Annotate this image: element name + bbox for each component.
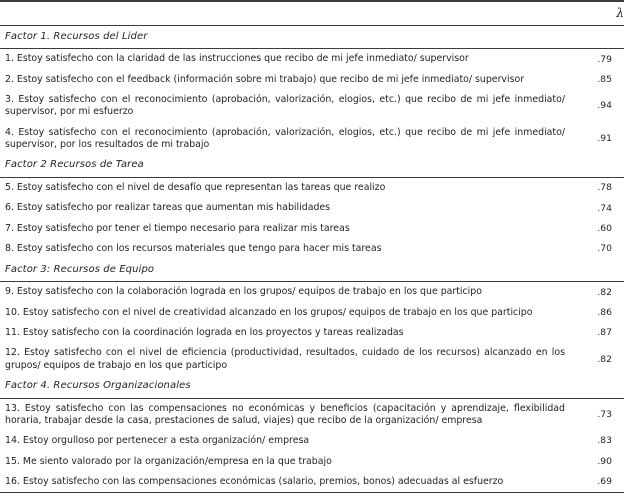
item-lambda-value: .86	[597, 306, 612, 318]
item-lambda-value: .82	[597, 353, 612, 365]
item-lambda-value: .60	[597, 222, 612, 234]
item-statement: 6. Estoy satisfecho por realizar tareas que aumentan mis habilidades	[5, 202, 331, 214]
item-statement: 1. Estoy satisfecho con la claridad de las instrucciones que recibo de mi jefe inmediato/ supervisor	[5, 53, 469, 65]
table-row	[0, 177, 624, 198]
factor-section-header-row	[0, 259, 624, 281]
table-row	[0, 218, 624, 238]
factor-section-lambda-spacer	[573, 26, 624, 49]
column-header-lambda: λ	[573, 1, 624, 26]
item-statement: 11. Estoy satisfecho con la coordinación lograda en los proyectos y tareas realizadas	[5, 327, 404, 339]
table-row	[0, 472, 624, 493]
item-lambda-value: .94	[597, 100, 612, 112]
factor-section-lambda-spacer	[573, 155, 624, 177]
factor-section-header-row	[0, 26, 624, 49]
table-row	[0, 239, 624, 259]
table-header-row	[0, 1, 624, 26]
table-row	[0, 70, 624, 90]
table-row	[0, 198, 624, 218]
factor-section-title: Factor 4. Recursos Organizacionales	[0, 376, 573, 398]
item-statement: 3. Estoy satisfecho con el reconocimiento (aprobación, valorización, elogios, etc.) que recibo de mi jefe inmediato/ supervisor, por mi esfuerzo	[5, 94, 565, 118]
factor-section-header-row	[0, 155, 624, 177]
table-body	[0, 1, 624, 493]
item-statement: 13. Estoy satisfecho con las compensaciones no económicas y beneficios (capacitación y aprendizaje, flexibilidad horaria, trabajar desde la casa, prestaciones de salud, viajes) que recibo de la organización/ empresa	[5, 402, 565, 426]
factor-section-lambda-spacer	[573, 376, 624, 398]
item-statement: 15. Me siento valorado por la organización/empresa en la que trabajo	[5, 455, 332, 467]
item-statement: 10. Estoy satisfecho con el nivel de creatividad alcanzado en los grupos/ equipos de trabajo en los que participo	[5, 306, 533, 318]
item-statement: 9. Estoy satisfecho con la colaboración lograda en los grupos/ equipos de trabajo en los que participo	[5, 286, 482, 298]
item-lambda-value: .91	[597, 132, 612, 144]
factor-section-title: Factor 3: Recursos de Equipo	[0, 259, 573, 281]
item-lambda-value: .83	[597, 435, 612, 447]
table-row	[0, 343, 624, 375]
item-lambda-value: .73	[597, 408, 612, 420]
table-row	[0, 282, 624, 303]
table-row	[0, 323, 624, 343]
factor-section-title: Factor 2 Recursos de Tarea	[0, 155, 573, 177]
item-lambda-value: .70	[597, 243, 612, 255]
item-statement: 8. Estoy satisfecho con los recursos materiales que tengo para hacer mis tareas	[5, 243, 382, 255]
item-lambda-value: .85	[597, 74, 612, 86]
item-statement: 2. Estoy satisfecho con el feedback (información sobre mi trabajo) que recibo de mi jefe inmediato/ supervisor	[5, 73, 525, 85]
table-row	[0, 451, 624, 471]
table-row	[0, 431, 624, 451]
item-statement: 4. Estoy satisfecho con el reconocimiento (aprobación, valorización, elogios, etc.) que recibo de mi jefe inmediato/ supervisor, por los resultados de mi trabajo	[5, 126, 565, 150]
table-row	[0, 398, 624, 431]
factor-section-header-row	[0, 376, 624, 398]
item-statement: 16. Estoy satisfecho con las compensaciones económicas (salario, premios, bonos) adecuadas al esfuerzo	[0, 472, 573, 493]
factor-section-title: Factor 1. Recursos del Lider	[0, 26, 573, 49]
item-lambda-value: .69	[573, 472, 624, 493]
item-statement: 12. Estoy satisfecho con el nivel de eficiencia (productividad, resultados, cuidado de los recursos) alcanzado en los grupos/ equipos de trabajo en los que participo	[5, 347, 565, 371]
item-statement: 14. Estoy orgulloso por pertenecer a esta organización/ empresa	[5, 435, 310, 447]
table-row	[0, 122, 624, 154]
item-lambda-value: .74	[597, 202, 612, 214]
item-lambda-value: .87	[597, 327, 612, 339]
table-row	[0, 90, 624, 122]
item-lambda-value: .79	[597, 53, 612, 65]
factor-section-lambda-spacer	[573, 259, 624, 281]
table-row	[0, 49, 624, 70]
item-statement: 5. Estoy satisfecho con el nivel de desafío que representan las tareas que realizo	[5, 181, 386, 193]
item-lambda-value: .90	[597, 455, 612, 467]
table-row	[0, 302, 624, 322]
column-header-item	[0, 1, 573, 26]
item-lambda-value: .82	[597, 286, 612, 298]
item-statement: 7. Estoy satisfecho por tener el tiempo necesario para realizar mis tareas	[5, 222, 350, 234]
item-lambda-value: .78	[597, 182, 612, 194]
